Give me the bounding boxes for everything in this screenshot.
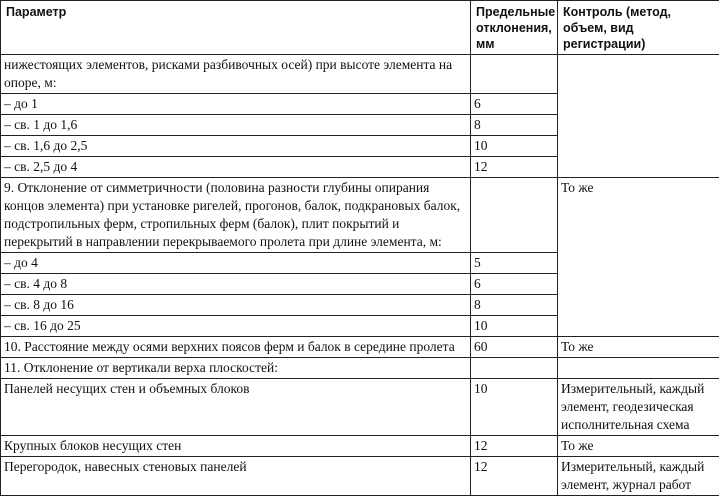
param-cell: 9. Отклонение от симметричности (половина разности глубины опирания концов элемента) при установке ригелей, прогонов, балок, подкрановых балок, подстропильных ферм, стропильных ферм (балок), плит покрытий и перекрытий в направлении перекрываемого пролета при длине элемента, м: — [1, 178, 471, 253]
deviation-cell: 12 — [471, 457, 558, 496]
param-cell: – св. 1 до 1,6 — [1, 115, 471, 136]
deviation-cell — [471, 358, 558, 379]
header-param: Параметр — [1, 1, 471, 55]
param-cell: 10. Расстояние между осями верхних поясов ферм и балок в середине пролета — [1, 337, 471, 358]
deviation-cell: 6 — [471, 274, 558, 295]
param-cell: Крупных блоков несущих стен — [1, 436, 471, 457]
param-cell: 11. Отклонение от вертикали верха плоскостей: — [1, 358, 471, 379]
param-cell: Панелей несущих стен и объемных блоков — [1, 379, 471, 436]
deviation-cell: 6 — [471, 94, 558, 115]
deviation-cell: 60 — [471, 337, 558, 358]
header-control: Контроль (метод, объем, вид регистрации) — [558, 1, 719, 55]
table-row — [1, 457, 719, 496]
control-cell — [558, 358, 719, 379]
control-cell: Измерительный, каждый элемент, геодезическая исполнительная схема — [558, 379, 719, 436]
param-cell: нижестоящих элементов, рисками разбивочных осей) при высоте элемента на опоре, м: — [1, 55, 471, 94]
param-cell: – св. 1,6 до 2,5 — [1, 136, 471, 157]
header-deviation: Предельные отклонения, мм — [471, 1, 558, 55]
deviation-cell: 10 — [471, 379, 558, 436]
param-cell: – св. 4 до 8 — [1, 274, 471, 295]
table-row — [1, 55, 719, 94]
table-row — [1, 379, 719, 436]
deviation-cell — [471, 55, 558, 94]
deviation-cell: 10 — [471, 136, 558, 157]
deviation-cell: 8 — [471, 295, 558, 316]
deviation-cell — [471, 178, 558, 253]
param-cell: – св. 16 до 25 — [1, 316, 471, 337]
control-cell: То же — [558, 337, 719, 358]
deviation-cell: 12 — [471, 157, 558, 178]
deviation-cell: 10 — [471, 316, 558, 337]
param-cell: – до 1 — [1, 94, 471, 115]
table-row — [1, 436, 719, 457]
table-row — [1, 337, 719, 358]
control-cell: То же — [558, 178, 719, 337]
control-cell: Измерительный, каждый элемент, журнал работ — [558, 457, 719, 496]
deviation-cell: 12 — [471, 436, 558, 457]
param-cell: – до 4 — [1, 253, 471, 274]
deviation-cell: 8 — [471, 115, 558, 136]
param-cell: – св. 8 до 16 — [1, 295, 471, 316]
table-header-row — [1, 1, 719, 55]
control-cell — [558, 55, 719, 178]
param-cell: Перегородок, навесных стеновых панелей — [1, 457, 471, 496]
param-cell: – св. 2,5 до 4 — [1, 157, 471, 178]
table-row — [1, 358, 719, 379]
deviation-cell: 5 — [471, 253, 558, 274]
table-row — [1, 178, 719, 253]
control-cell: То же — [558, 436, 719, 457]
